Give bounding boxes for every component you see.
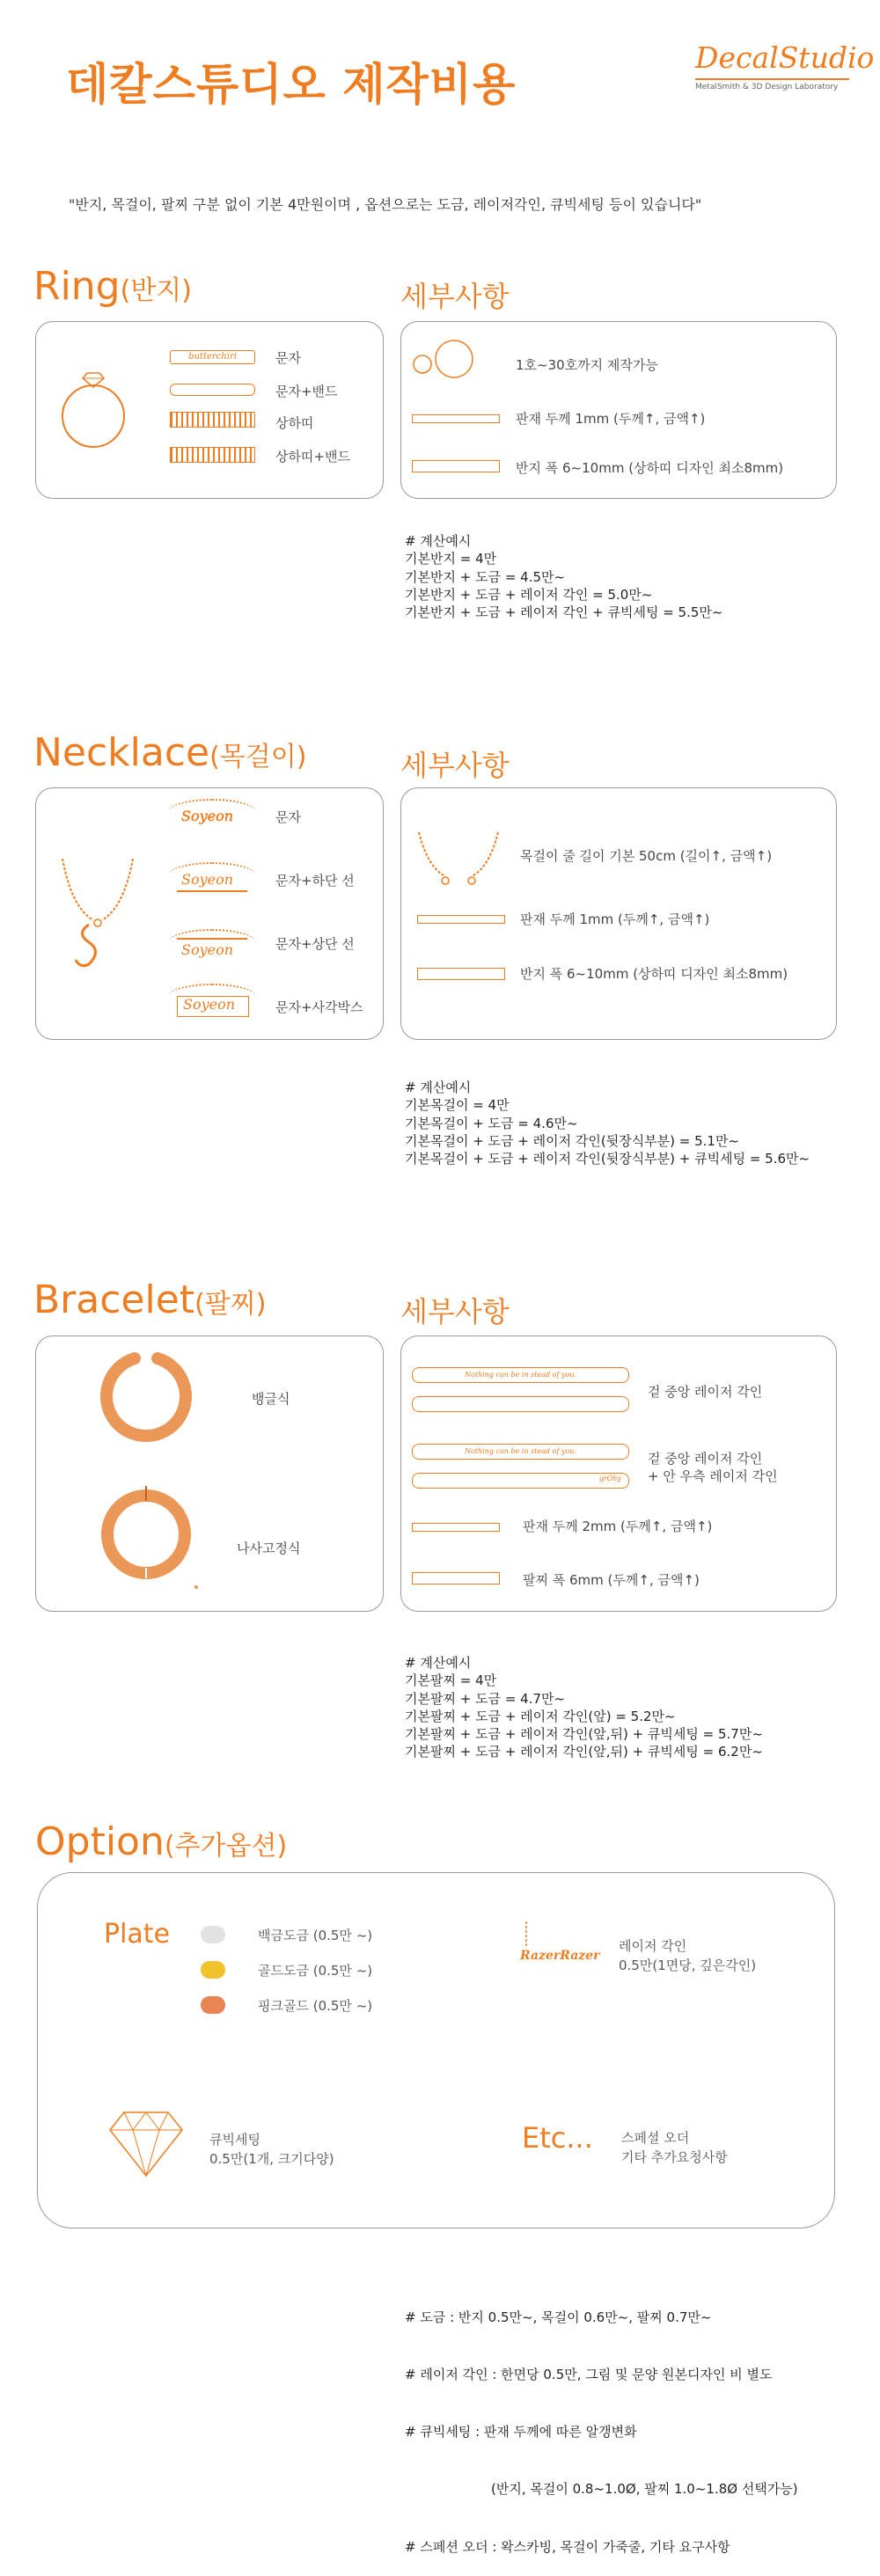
ring-types-panel (35, 321, 384, 499)
bracelet-detail-text: 겉 중앙 레이저 각인 (648, 1384, 763, 1400)
necklace-thickness-icon (417, 915, 505, 924)
plate-option-label: 백금도금 (0.5만 ~) (258, 1928, 373, 1943)
ring-title-en: Ring (33, 264, 121, 309)
necklace-type-label: 문자+사각박스 (275, 999, 363, 1015)
option-notes (405, 2270, 798, 2576)
ring-details-title: 세부사항 (400, 280, 510, 313)
necklace-title-ko: (목걸이) (209, 742, 307, 772)
note-line: # 레이저 각인 : 한면당 0.5만, 그림 및 문양 원본디자인 비 별도 (405, 2366, 773, 2382)
pink-gold-swatch (201, 1996, 225, 2014)
necklace-sample-text: Soyeon (181, 871, 234, 888)
option-title-en: Option (35, 1819, 165, 1864)
bracelet-details-title: 세부사항 (400, 1295, 510, 1328)
calc-line: 기본반지 + 도금 + 레이저 각인 + 큐빅세팅 = 5.5만~ (405, 604, 723, 620)
bangle-icon (98, 1350, 194, 1446)
calc-line: # 계산예시 (405, 1079, 472, 1095)
ring-calc-example (405, 532, 722, 621)
necklace-icon (58, 854, 137, 969)
ring-section-title (33, 264, 192, 309)
necklace-type-label: 문자+하단 선 (275, 873, 355, 889)
special-desc: 기타 추가요청사항 (621, 2149, 728, 2165)
calc-line: 기본팔찌 + 도금 = 4.7만~ (405, 1690, 566, 1707)
ring-size-icon (412, 336, 473, 380)
ring-detail-text: 판재 두께 1mm (두께↑, 금액↑) (516, 411, 706, 427)
ring-type-label: 상하띠 (275, 415, 314, 431)
note-line: # 스페션 오더 : 왁스카빙, 목걸이 가죽줄, 기타 요구사항 (405, 2538, 730, 2555)
necklace-types-panel (35, 787, 384, 1040)
calc-line: 기본반지 + 도금 = 4.5만~ (405, 568, 566, 585)
note-line: # 도금 : 반지 0.5만~, 목걸이 0.6만~, 팔찌 0.7만~ (405, 2309, 712, 2325)
laser-desc: 0.5만(1면당, 깊은각인) (619, 1958, 757, 1973)
calc-line: 기본반지 + 도금 + 레이저 각인 = 5.0만~ (405, 586, 653, 603)
calc-line: 기본목걸이 + 도금 = 4.6만~ (405, 1115, 578, 1131)
diamond-icon (106, 2109, 186, 2179)
bracelet-thickness-icon (412, 1523, 500, 1532)
necklace-calc-example (405, 1079, 810, 1167)
bracelet-inner-engrave: grOhy (598, 1475, 621, 1482)
option-title-ko: (추가옵션) (164, 1831, 288, 1862)
bracelet-title-ko: (팔찌) (194, 1289, 267, 1320)
bracelet-detail-text: 판재 두께 2mm (두께↑, 금액↑) (523, 1519, 713, 1534)
necklace-detail-text: 목걸이 줄 길이 기본 50cm (길이↑, 금액↑) (520, 848, 773, 864)
necklace-top-line (177, 938, 247, 940)
special-title: 스페셜 오더 (621, 2130, 690, 2146)
laser-title: 레이저 각인 (619, 1938, 687, 1954)
calc-line: 기본팔찌 + 도금 + 레이저 각인(앞,뒤) + 큐빅세팅 = 6.2만~ (405, 1744, 763, 1760)
bracelet-plain-band (412, 1396, 629, 1412)
page-title: 데칼스튜디오 제작비용 (66, 59, 517, 110)
ring-sample-text: butterchiri (170, 350, 255, 364)
cubic-title: 큐빅세팅 (209, 2132, 260, 2148)
plate-option-label: 핑크골드 (0.5만 ~) (258, 1998, 373, 2014)
laser-beam-icon (522, 1921, 531, 1948)
bracelet-engrave-band: Nothing can be in stead of you. (412, 1367, 629, 1383)
calc-line: # 계산예시 (405, 1655, 472, 1671)
bracelet-details-panel (400, 1336, 837, 1612)
calc-line: 기본목걸이 = 4만 (405, 1097, 510, 1114)
necklace-chain-icon (414, 828, 502, 889)
note-line: (반지, 목걸이 0.8~1.0Ø, 팔찌 1.0~1.8Ø 선택가능) (491, 2481, 798, 2498)
calc-line: 기본반지 = 4만 (405, 551, 497, 567)
logo-subtitle: MetalSmith & 3D Design Laboratory (695, 83, 839, 91)
ring-type-label: 문자 (275, 350, 301, 366)
plate-option-label: 골드도금 (0.5만 ~) (258, 1963, 373, 1979)
calc-line: 기본팔찌 + 도금 + 레이저 각인(앞) = 5.2만~ (405, 1708, 676, 1724)
ring-sample-stripe (170, 412, 255, 428)
ring-sample-stripe-band (170, 447, 255, 463)
calc-line: 기본목걸이 + 도금 + 레이저 각인(뒷장식부분) + 큐빅세팅 = 5.6만~ (405, 1151, 810, 1167)
necklace-detail-text: 반지 폭 6~10mm (상하띠 디자인 최소8mm) (520, 966, 788, 982)
calc-line: # 계산예시 (405, 533, 472, 549)
calc-line: 기본팔찌 + 도금 + 레이저 각인(앞,뒤) + 큐빅세팅 = 5.7만~ (405, 1726, 763, 1742)
bracelet-inner-band (412, 1473, 629, 1489)
ring-details-panel (400, 321, 837, 499)
intro-text: "반지, 목걸이, 팔찌 구분 없이 기본 4만원이며 , 옵션으로는 도금, 레이저각인, 큐빅세팅 등이 있습니다" (69, 196, 702, 213)
ring-type-label: 문자+밴드 (275, 384, 338, 399)
necklace-type-label: 문자+상단 선 (275, 936, 355, 952)
bracelet-types-panel (35, 1336, 384, 1612)
necklace-details-title: 세부사항 (400, 749, 510, 782)
necklace-sample-text: Soyeon (181, 941, 234, 958)
bracelet-width-icon (412, 1572, 500, 1584)
necklace-detail-text: 판재 두께 1mm (두께↑, 금액↑) (520, 911, 710, 927)
note-line: # 큐빅세팅 : 판재 두께에 따른 알갱변화 (405, 2424, 637, 2440)
necklace-width-icon (417, 968, 505, 980)
necklace-type-label: 문자 (275, 809, 301, 825)
screw-bracelet-icon (98, 1482, 212, 1596)
necklace-bottom-line (177, 890, 247, 892)
bracelet-type-label: 뱅글식 (252, 1391, 290, 1407)
laser-sample-text: RazerRazer (520, 1949, 600, 1963)
bracelet-engrave-band: Nothing can be in stead of you. (412, 1444, 629, 1460)
bracelet-detail-text: + 안 우측 레이저 각인 (648, 1468, 778, 1484)
bracelet-calc-example (405, 1654, 763, 1761)
plate-label: Plate (104, 1919, 171, 1950)
cubic-desc: 0.5만(1개, 크기다양) (209, 2151, 334, 2167)
calc-line: 기본목걸이 + 도금 + 레이저 각인(뒷장식부분) = 5.1만~ (405, 1132, 740, 1149)
necklace-section-title (33, 730, 306, 775)
necklace-title-en: Necklace (33, 730, 210, 775)
etc-label: Etc... (522, 2121, 593, 2155)
necklace-sample-text: Soyeon (183, 996, 236, 1013)
option-section-title (35, 1819, 287, 1864)
ring-detail-text: 1호~30호까지 제작가능 (516, 357, 658, 373)
calc-line: 기본팔찌 = 4만 (405, 1672, 497, 1689)
option-panel (37, 1872, 835, 2228)
ring-title-ko: (반지) (120, 275, 192, 306)
bracelet-detail-text: 팔찌 폭 6mm (두께↑, 금액↑) (523, 1572, 700, 1588)
ring-thickness-icon (412, 414, 500, 423)
bracelet-type-label: 나사고정식 (237, 1540, 301, 1556)
logo-underline (695, 78, 849, 80)
ring-icon (58, 357, 128, 454)
bracelet-section-title (33, 1277, 266, 1322)
necklace-sample-text: Soyeon (181, 808, 234, 824)
gold-swatch (201, 1961, 225, 1979)
necklace-details-panel (400, 787, 837, 1040)
ring-sample-band (170, 384, 255, 396)
ring-width-icon (412, 460, 500, 472)
ring-detail-text: 반지 폭 6~10mm (상하띠 디자인 최소8mm) (516, 460, 784, 476)
bracelet-title-en: Bracelet (33, 1277, 195, 1322)
logo-wordmark: DecalStudio (695, 40, 875, 75)
brand-logo (695, 40, 875, 91)
bracelet-detail-text: 겉 중앙 레이저 각인 (648, 1451, 763, 1467)
white-gold-swatch (201, 1926, 225, 1943)
ring-type-label: 상하띠+밴드 (275, 449, 351, 465)
